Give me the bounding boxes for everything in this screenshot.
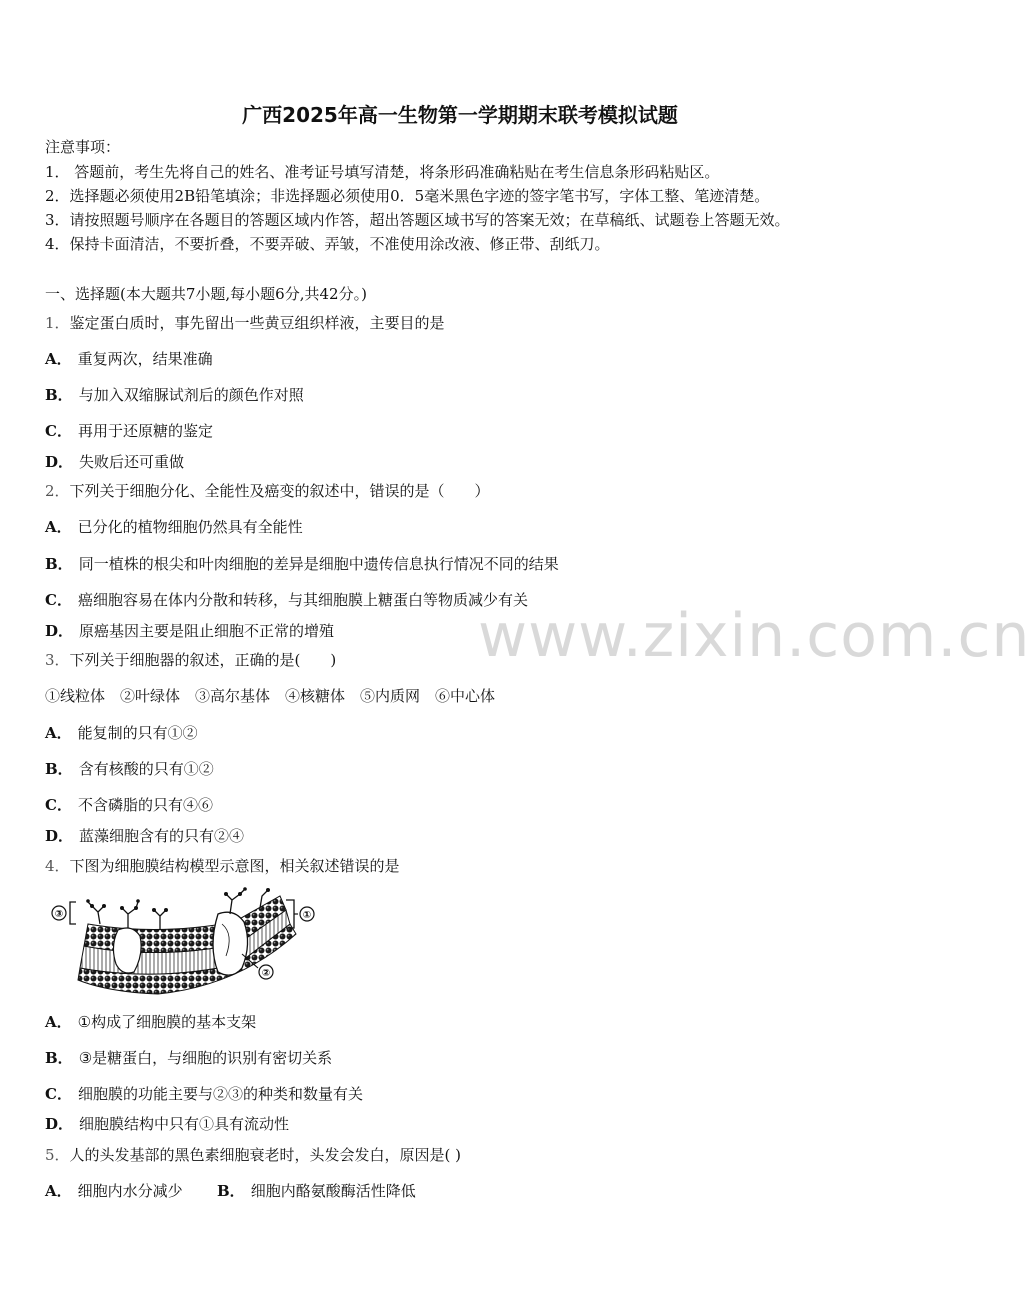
option-letter: B． — [45, 555, 73, 573]
option-text: 癌细胞容易在体内分散和转移，与其细胞膜上糖蛋白等物质减少有关 — [77, 591, 528, 609]
notice-item: 4．保持卡面清洁，不要折叠，不要弄破、弄皱，不准使用涂改液、修正带、刮纸刀。 — [45, 235, 610, 253]
option-b — [217, 1181, 416, 1201]
option-text: 与加入双缩脲试剂后的颜色作对照 — [78, 386, 304, 404]
option-text: 蓝藻细胞含有的只有②④ — [79, 827, 245, 845]
organelle-list: ①线粒体 ②叶绿体 ③高尔基体 ④核糖体 ⑤内质网 ⑥中心体 — [45, 687, 496, 705]
question-number: 3． — [45, 651, 70, 669]
question-1 — [45, 313, 445, 333]
notice-item: 1． 答题前，考生先将自己的姓名、准考证号填写清楚，将条形码准确粘贴在考生信息条形码粘贴区。 — [45, 163, 720, 181]
option-letter: D． — [45, 1115, 74, 1133]
option-c — [45, 421, 213, 441]
option-letter: C． — [45, 422, 72, 440]
question-5 — [45, 1145, 461, 1165]
option-b — [45, 385, 304, 405]
label-3: ③ — [54, 909, 64, 920]
option-a — [45, 1012, 256, 1032]
section-heading: 一、选择题(本大题共7小题,每小题6分,共42分。) — [45, 285, 367, 303]
option-text: 原癌基因主要是阻止细胞不正常的增殖 — [79, 622, 335, 640]
question-3 — [45, 650, 336, 670]
notice-heading: 注意事项： — [45, 138, 121, 156]
option-text: 再用于还原糖的鉴定 — [77, 422, 213, 440]
question-stem: 鉴定蛋白质时，事先留出一些黄豆组织样液，主要目的是 — [69, 314, 445, 332]
option-text: 细胞内酪氨酸酶活性降低 — [250, 1182, 416, 1200]
option-letter: D． — [45, 827, 74, 845]
question-number: 5． — [45, 1146, 70, 1164]
label-1: ① — [302, 910, 312, 921]
question-stem: 下列关于细胞器的叙述，正确的是( ) — [69, 651, 337, 669]
option-text: 细胞膜的功能主要与②③的种类和数量有关 — [77, 1085, 363, 1103]
question-stem: 下图为细胞膜结构模型示意图，相关叙述错误的是 — [69, 857, 400, 875]
question-number: 4． — [45, 857, 70, 875]
option-letter: D． — [45, 622, 74, 640]
page-title: 广西2025年高一生物第一学期期末联考模拟试题 — [242, 103, 678, 127]
question-number: 1． — [45, 314, 70, 332]
question-stem: 下列关于细胞分化、全能性及癌变的叙述中，错误的是（ ） — [69, 482, 490, 500]
cell-membrane-diagram — [48, 884, 318, 1000]
option-c — [45, 590, 528, 610]
option-a — [45, 349, 213, 369]
option-text: 重复两次，结果准确 — [77, 350, 213, 368]
option-letter: C． — [45, 591, 72, 609]
option-d — [45, 452, 184, 472]
option-text: 同一植株的根尖和叶肉细胞的差异是细胞中遗传信息执行情况不同的结果 — [78, 555, 559, 573]
option-d — [45, 1114, 289, 1134]
option-b — [45, 1048, 332, 1068]
option-text: 含有核酸的只有①② — [78, 760, 214, 778]
question-stem: 人的头发基部的黑色素细胞衰老时，头发会发白，原因是( ) — [69, 1146, 462, 1164]
option-text: 已分化的植物细胞仍然具有全能性 — [77, 518, 303, 536]
option-letter: A． — [45, 350, 72, 368]
option-c — [45, 1084, 363, 1104]
option-c — [45, 795, 213, 815]
option-letter: A． — [45, 1013, 72, 1031]
option-d — [45, 826, 244, 846]
option-d — [45, 621, 334, 641]
option-b — [45, 759, 214, 779]
option-text: 不含磷脂的只有④⑥ — [77, 796, 213, 814]
option-b — [45, 554, 559, 574]
option-a — [45, 517, 303, 537]
label-2: ② — [261, 968, 271, 979]
option-letter: A． — [45, 1182, 72, 1200]
option-letter: B． — [45, 1049, 73, 1067]
option-letter: B． — [45, 386, 73, 404]
option-letter: C． — [45, 796, 72, 814]
option-text: ①构成了细胞膜的基本支架 — [77, 1013, 257, 1031]
notice-item: 3．请按照题号顺序在各题目的答题区域内作答，超出答题区域书写的答案无效；在草稿纸、试题卷上答题无效。 — [45, 211, 790, 229]
option-letter: C． — [45, 1085, 72, 1103]
option-letter: D． — [45, 453, 74, 471]
question-number: 2． — [45, 482, 70, 500]
option-text: ③是糖蛋白，与细胞的识别有密切关系 — [78, 1049, 333, 1067]
option-text: 能复制的只有①② — [77, 724, 198, 742]
option-letter: B． — [217, 1182, 245, 1200]
option-letter: A． — [45, 518, 72, 536]
option-text: 细胞膜结构中只有①具有流动性 — [79, 1115, 290, 1133]
watermark: www.zixin.com.cn — [478, 601, 1030, 671]
option-a — [45, 723, 198, 743]
notice-item: 2．选择题必须使用2B铅笔填涂；非选择题必须使用0．5毫米黑色字迹的签字笔书写，字体工整、笔迹清楚。 — [45, 187, 770, 205]
option-text: 细胞内水分减少 — [77, 1182, 183, 1200]
option-letter: A． — [45, 724, 72, 742]
question-2 — [45, 481, 490, 501]
option-text: 失败后还可重做 — [79, 453, 185, 471]
option-letter: B． — [45, 760, 73, 778]
option-a — [45, 1181, 183, 1201]
question-4 — [45, 856, 400, 876]
